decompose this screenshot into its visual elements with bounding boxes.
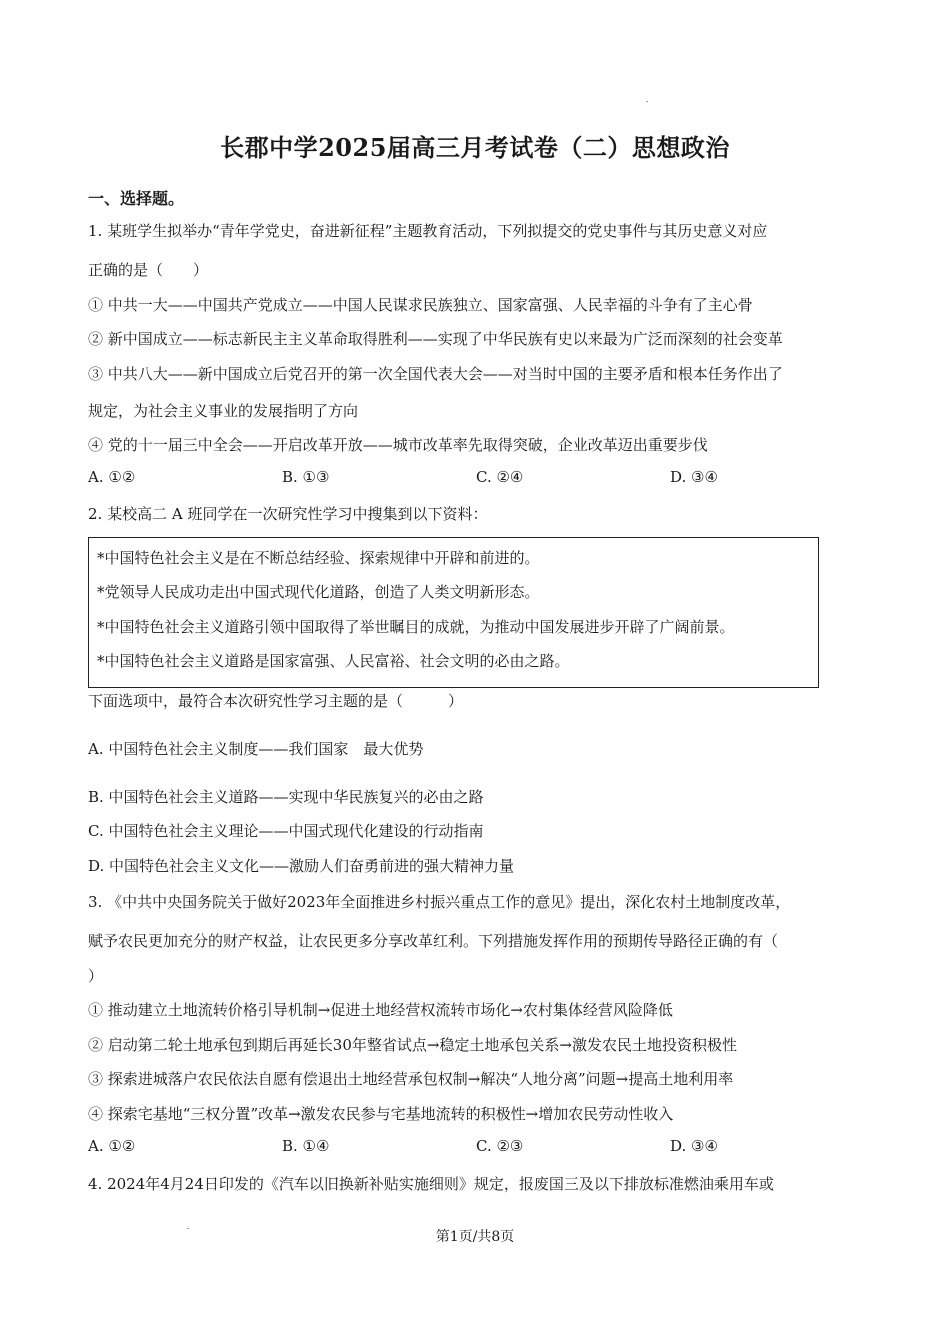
q3-option-d: D. ③④: [670, 1137, 718, 1155]
q1-item-4: ④ 党的十一届三中全会——开启改革开放——城市改革率先取得突破，企业改革迈出重要步伐: [88, 436, 708, 454]
q2-material-3: *中国特色社会主义道路引领中国取得了举世瞩目的成就，为推动中国发展进步开辟了广阔前景。: [97, 618, 735, 636]
q1-options: [88, 468, 868, 490]
q3-item-2: ② 启动第二轮土地承包到期后再延长30年整省试点→稳定土地承包关系→激发农民土地投资积极性: [88, 1036, 737, 1054]
q1-stem-line2: 正确的是（ ）: [88, 261, 209, 279]
q3-item-1: ① 推动建立土地流转价格引导机制→促进土地经营权流转市场化→农村集体经营风险降低: [88, 1001, 673, 1019]
q3-option-c: C. ②③: [476, 1137, 524, 1155]
q2-material-2: *党领导人民成功走出中国式现代化道路，创造了人类文明新形态。: [97, 583, 540, 601]
q1-item-3-line1: ③ 中共八大——新中国成立后党召开的第一次全国代表大会——对当时中国的主要矛盾和根本任务作出了: [88, 365, 783, 383]
page-footer: 第1页/共8页: [435, 1229, 515, 1245]
q3-item-3: ③ 探索进城落户农民依法自愿有偿退出土地经营承包权制→解决“人地分离”问题→提高土地利用率: [88, 1070, 734, 1088]
q1-option-d: D. ③④: [670, 468, 718, 486]
q3-stem-line2: 赋予农民更加充分的财产权益，让农民更多分享改革红利。下列措施发挥作用的预期传导路径正确的有（: [88, 932, 779, 950]
q2-material-4: *中国特色社会主义道路是国家富强、人民富裕、社会文明的必由之路。: [97, 652, 570, 670]
section-heading: 一、选择题。: [88, 189, 185, 208]
q3-options: [88, 1137, 868, 1159]
q1-option-b: B. ①③: [282, 468, 330, 486]
q2-option-c: C. 中国特色社会主义理论——中国式现代化建设的行动指南: [88, 822, 484, 840]
q3-stem-line1: 3. 《中共中央国务院关于做好2023年全面推进乡村振兴重点工作的意见》提出，深化农村土地制度改革，: [88, 893, 791, 911]
q1-item-2: ② 新中国成立——标志新民主主义革命取得胜利——实现了中华民族有史以来最为广泛而深刻的社会变革: [88, 330, 783, 348]
q3-item-4: ④ 探索宅基地“三权分置”改革→激发农民参与宅基地流转的积极性→增加农民劳动性收入: [88, 1105, 674, 1123]
scan-dot: [646, 101, 648, 102]
q2-option-b: B. 中国特色社会主义道路——实现中华民族复兴的必由之路: [88, 788, 484, 806]
q2-material-box: [88, 537, 819, 688]
q2-stem: 2. 某校高二 A 班同学在一次研究性学习中搜集到以下资料：: [88, 505, 488, 523]
q1-item-3-line2: 规定，为社会主义事业的发展指明了方向: [88, 402, 359, 420]
q3-option-b: B. ①④: [282, 1137, 330, 1155]
q4-stem-line1: 4. 2024年4月24日印发的《汽车以旧换新补贴实施细则》规定，报废国三及以下排放标准燃油乘用车或: [88, 1175, 774, 1193]
q1-option-c: C. ②④: [476, 468, 524, 486]
q2-question: 下面选项中，最符合本次研究性学习主题的是（ ）: [88, 692, 464, 710]
q1-option-a: A. ①②: [88, 468, 136, 486]
q2-option-d: D. 中国特色社会主义文化——激励人们奋勇前进的强大精神力量: [88, 857, 515, 875]
q2-material-1: *中国特色社会主义是在不断总结经验、探索规律中开辟和前进的。: [97, 549, 540, 567]
q3-stem-line3: ）: [88, 967, 104, 985]
q1-item-1: ① 中共一大——中国共产党成立——中国人民谋求民族独立、国家富强、人民幸福的斗争有了主心骨: [88, 296, 753, 314]
q2-option-a: A. 中国特色社会主义制度——我们国家 最大优势: [88, 740, 424, 758]
q1-stem-line1: 1. 某班学生拟举办“青年学党史，奋进新征程”主题教育活动，下列拟提交的党史事件与其历史意义对应: [88, 222, 768, 240]
q3-option-a: A. ①②: [88, 1137, 136, 1155]
page-title: 长郡中学2025届高三月考试卷（二）思想政治: [220, 133, 730, 162]
